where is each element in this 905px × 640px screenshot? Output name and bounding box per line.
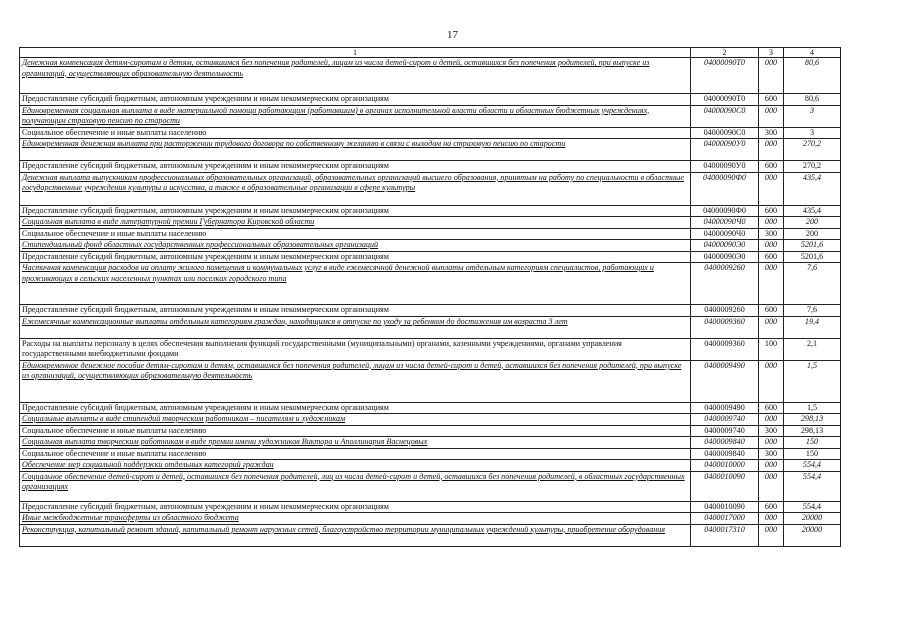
table-row: [20, 360, 841, 402]
table-row: [20, 471, 841, 501]
row-code: 04000090Ф0: [691, 172, 759, 205]
row-vr: 600: [759, 305, 784, 317]
table-row: [20, 425, 841, 437]
row-sum: 270,2: [784, 161, 841, 173]
row-code: 04000090Э0: [691, 251, 759, 263]
row-name: Социальное обеспечение и иные выплаты населению: [20, 425, 691, 437]
table-row: [20, 94, 841, 106]
row-code: 0400009490: [691, 402, 759, 414]
row-name: Реконструкция, капитальный ремонт зданий, капитальный ремонт наружных сетей, благоустройство территории муниципальных учреждений культуры, приобретение оборудования: [20, 524, 691, 546]
row-name: Предоставление субсидий бюджетным, автономным учреждениям и иным некоммерческим организациям: [20, 94, 691, 106]
row-code: 0400009490: [691, 360, 759, 402]
header-col-3: 3: [759, 48, 784, 58]
row-name: Частичная компенсация расходов на оплату жилого помещения и коммунальных услуг в виде ежемесячной денежной выплаты отдельным категориям специалистов, работающих и проживающих в сельских населенных пунктах или поселках городского типа: [20, 263, 691, 305]
row-code: 04000090У0: [691, 161, 759, 173]
row-sum: 1,5: [784, 402, 841, 414]
row-code: 04000090С0: [691, 105, 759, 127]
row-name: Ежемесячные компенсационные выплаты отдельным категориям граждан, находящимся в отпуске по уходу за ребенком до достижения им возраста 3 лет: [20, 316, 691, 338]
row-vr: 000: [759, 524, 784, 546]
row-sum: 20000: [784, 524, 841, 546]
row-code: 04000090Ч0: [691, 217, 759, 229]
row-vr: 000: [759, 263, 784, 305]
table-row: [20, 161, 841, 173]
row-name: Социальные выплаты в виде стипендий творческим работникам – писателям и художникам: [20, 414, 691, 426]
row-sum: 5201,6: [784, 240, 841, 252]
table-row: [20, 139, 841, 161]
table-header-row: [20, 48, 841, 58]
row-code: 04000090С0: [691, 127, 759, 139]
row-vr: 000: [759, 437, 784, 449]
row-sum: 298,13: [784, 414, 841, 426]
row-name: Единовременная социальная выплата в виде материальной помощи работающим (работавшим) в органах исполнительной власти области и областных бюджетных учреждениях, получающим страховую пенсию по старости: [20, 105, 691, 127]
row-name: Социальное обеспечение и иные выплаты населению: [20, 127, 691, 139]
row-name: Социальная выплата творческим работникам в виде премии имени художников Виктора и Аполлинария Васнецовых: [20, 437, 691, 449]
row-code: 04000090У0: [691, 139, 759, 161]
row-vr: 300: [759, 127, 784, 139]
page-number: 17: [447, 29, 458, 41]
budget-table: [19, 47, 841, 547]
row-name: Единовременная денежная выплата при расторжении трудового договора по собственному желанию в связи с выходом на страховую пенсию по старости: [20, 139, 691, 161]
row-vr: 100: [759, 338, 784, 360]
row-sum: 1,5: [784, 360, 841, 402]
table-row: [20, 501, 841, 513]
header-col-1: 1: [20, 48, 691, 58]
table-row: [20, 513, 841, 525]
row-sum: 80,6: [784, 58, 841, 94]
row-name: Единовременное денежное пособие детям-сиротам и детям, оставшимся без попечения родителей, лицам из числа детей-сирот и детей, оставшихся без попечения родителей, при выпуске из организаций, осуществляющих образовательную деятельность: [20, 360, 691, 402]
row-sum: 554,4: [784, 460, 841, 472]
row-vr: 000: [759, 217, 784, 229]
row-code: 04000090Э0: [691, 240, 759, 252]
row-vr: 000: [759, 316, 784, 338]
row-code: 0400009260: [691, 305, 759, 317]
row-code: 0400009740: [691, 414, 759, 426]
row-name: Предоставление субсидий бюджетным, автономным учреждениям и иным некоммерческим организациям: [20, 251, 691, 263]
row-sum: 554,4: [784, 501, 841, 513]
header-col-4: 4: [784, 48, 841, 58]
row-name: Денежная выплата выпускникам профессиональных образовательных организаций, образовательных организаций высшего образования, принятым на работу по специальности в областные государственные учреждения культуры и искусства, а также в образовательные организации в сфере культуры: [20, 172, 691, 205]
row-sum: 200: [784, 217, 841, 229]
table-row: [20, 414, 841, 426]
row-name: Предоставление субсидий бюджетным, автономным учреждениям и иным некоммерческим организациям: [20, 501, 691, 513]
row-code: 04000090Т0: [691, 94, 759, 106]
table-row: [20, 105, 841, 127]
row-code: 0400009260: [691, 263, 759, 305]
table-row: [20, 172, 841, 205]
table-row: [20, 437, 841, 449]
row-vr: 600: [759, 205, 784, 217]
row-vr: 000: [759, 360, 784, 402]
row-sum: 554,4: [784, 471, 841, 501]
row-name: Предоставление субсидий бюджетным, автономным учреждениям и иным некоммерческим организациям: [20, 161, 691, 173]
table-row: [20, 251, 841, 263]
row-sum: 7,6: [784, 263, 841, 305]
row-name: Социальное обеспечение детей-сирот и детей, оставшихся без попечения родителей, лиц из числа детей-сирот и детей, оставшихся без попечения родителей, в областных государственных организациях: [20, 471, 691, 501]
row-vr: 000: [759, 240, 784, 252]
row-vr: 600: [759, 402, 784, 414]
row-code: 0400010090: [691, 501, 759, 513]
row-code: 0400009360: [691, 338, 759, 360]
row-code: 0400009360: [691, 316, 759, 338]
row-name: Стипендиальный фонд областных государственных профессиональных образовательных организаций: [20, 240, 691, 252]
row-sum: 298,13: [784, 425, 841, 437]
row-sum: 80,6: [784, 94, 841, 106]
row-vr: 600: [759, 501, 784, 513]
table-row: [20, 524, 841, 546]
table-row: [20, 240, 841, 252]
row-name: Предоставление субсидий бюджетным, автономным учреждениям и иным некоммерческим организациям: [20, 205, 691, 217]
row-name: Предоставление субсидий бюджетным, автономным учреждениям и иным некоммерческим организациям: [20, 305, 691, 317]
row-vr: 600: [759, 251, 784, 263]
row-code: 0400010000: [691, 460, 759, 472]
row-sum: 2,1: [784, 338, 841, 360]
row-name: Предоставление субсидий бюджетным, автономным учреждениям и иным некоммерческим организациям: [20, 402, 691, 414]
row-code: 04000090Ч0: [691, 228, 759, 240]
row-sum: 7,6: [784, 305, 841, 317]
row-vr: 300: [759, 228, 784, 240]
row-vr: 000: [759, 172, 784, 205]
row-vr: 000: [759, 139, 784, 161]
row-vr: 000: [759, 105, 784, 127]
row-vr: 600: [759, 94, 784, 106]
table-row: [20, 205, 841, 217]
table-row: [20, 448, 841, 460]
table-row: [20, 58, 841, 94]
table-row: [20, 402, 841, 414]
table-row: [20, 460, 841, 472]
row-vr: 000: [759, 471, 784, 501]
row-code: 0400017000: [691, 513, 759, 525]
table-row: [20, 305, 841, 317]
row-vr: 600: [759, 161, 784, 173]
row-vr: 000: [759, 513, 784, 525]
row-code: 04000090Ф0: [691, 205, 759, 217]
row-sum: 270,2: [784, 139, 841, 161]
row-name: Иные межбюджетные трансферты из областного бюджета: [20, 513, 691, 525]
row-code: 0400009840: [691, 437, 759, 449]
row-vr: 300: [759, 448, 784, 460]
row-name: Социальное обеспечение и иные выплаты населению: [20, 228, 691, 240]
row-vr: 000: [759, 460, 784, 472]
row-code: 0400017310: [691, 524, 759, 546]
row-code: 0400010090: [691, 471, 759, 501]
row-sum: 200: [784, 228, 841, 240]
row-vr: 000: [759, 414, 784, 426]
table-row: [20, 263, 841, 305]
row-vr: 000: [759, 58, 784, 94]
table-row: [20, 228, 841, 240]
row-sum: 19,4: [784, 316, 841, 338]
row-name: Денежная компенсация детям-сиротам и детям, оставшимся без попечения родителей, лицам из числа детей-сирот и детей, оставшихся без попечения родителей, при выпуске из организаций, осуществляющих образовательную деятельность: [20, 58, 691, 94]
row-sum: 20000: [784, 513, 841, 525]
row-code: 04000090Т0: [691, 58, 759, 94]
table-row: [20, 127, 841, 139]
row-sum: 5201,6: [784, 251, 841, 263]
row-vr: 300: [759, 425, 784, 437]
table-row: [20, 217, 841, 229]
row-sum: 3: [784, 105, 841, 127]
table-row: [20, 316, 841, 338]
row-sum: 435,4: [784, 172, 841, 205]
row-name: Социальная выплата в виде литературной премии Губернатора Кировской области: [20, 217, 691, 229]
row-sum: 3: [784, 127, 841, 139]
row-sum: 435,4: [784, 205, 841, 217]
row-code: 0400009840: [691, 448, 759, 460]
row-name: Обеспечение мер социальной поддержки отдельных категорий граждан: [20, 460, 691, 472]
table-row: [20, 338, 841, 360]
header-col-2: 2: [691, 48, 759, 58]
row-sum: 150: [784, 448, 841, 460]
row-code: 0400009740: [691, 425, 759, 437]
row-name: Расходы на выплаты персоналу в целях обеспечения выполнения функций государственными (муниципальными) органами, казенными учреждениями, органами управления государственными внебюджетными фондами: [20, 338, 691, 360]
row-name: Социальное обеспечение и иные выплаты населению: [20, 448, 691, 460]
row-sum: 150: [784, 437, 841, 449]
